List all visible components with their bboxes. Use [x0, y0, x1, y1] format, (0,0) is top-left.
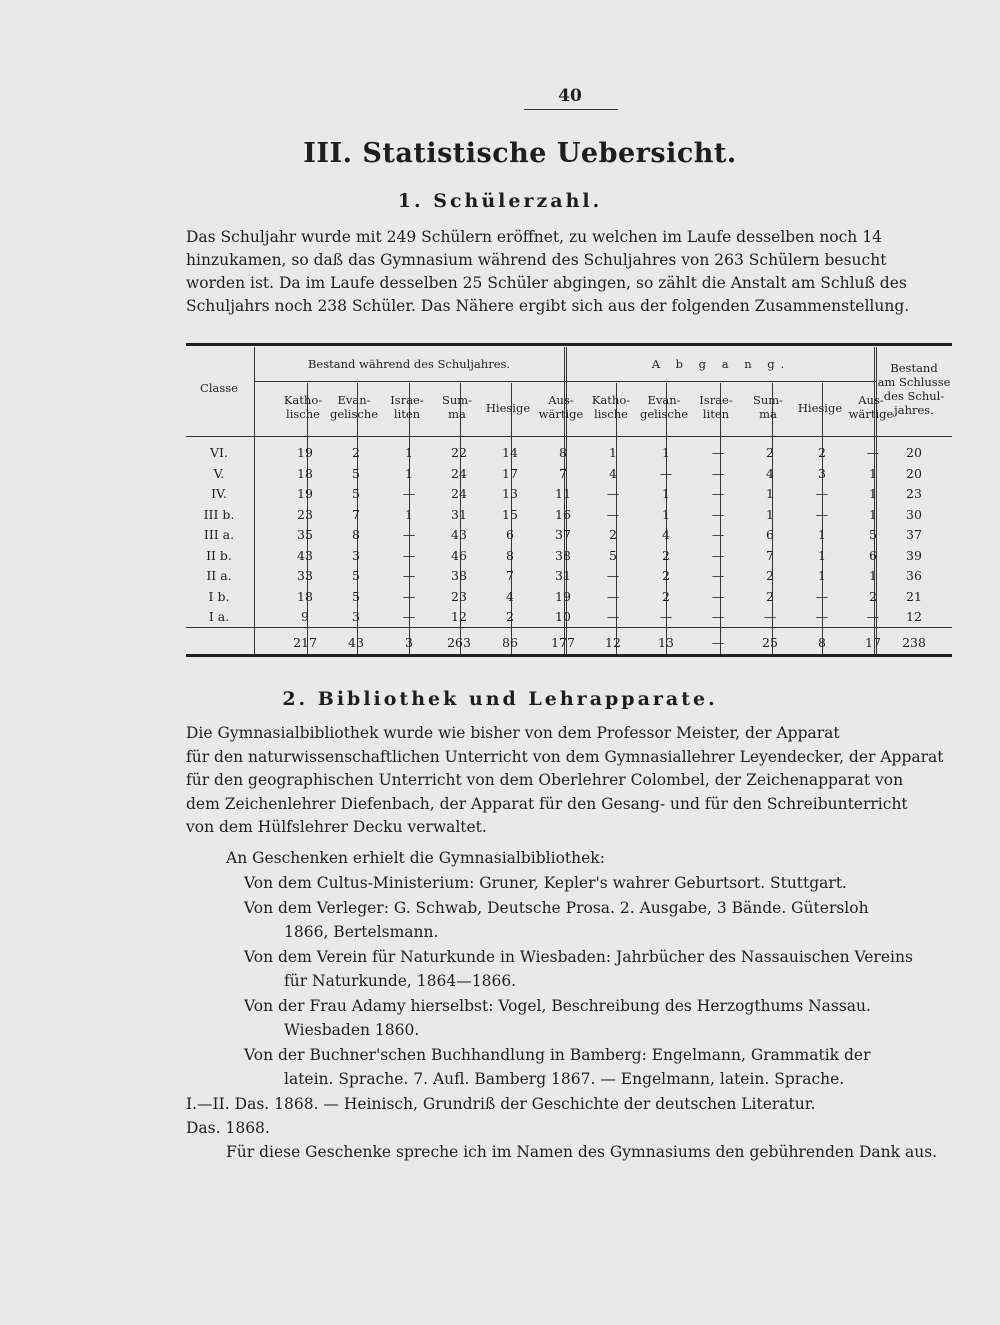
- paragraph-line: Das Schuljahr wurde mit 249 Schülern eröffnet, zu welchen im Laufe desselben noch 14: [186, 228, 882, 246]
- table-row-classe: I b.: [208, 588, 230, 604]
- table-row-cell: 1: [766, 506, 774, 522]
- table-column-rule: [254, 347, 255, 654]
- table-row-cell: 23: [297, 506, 313, 522]
- table-row-cell: —: [711, 465, 725, 481]
- table-row-cell: 5: [352, 568, 360, 583]
- table-row-cell: 6: [766, 527, 774, 542]
- col-header-abgang: [793, 401, 847, 415]
- table-header-rule: [186, 436, 952, 437]
- table-row-cell: 1: [405, 506, 413, 522]
- table-row-schluss: 30: [906, 506, 922, 522]
- section-title: III. Statistische Uebersicht.: [303, 138, 737, 169]
- table-row-cell: 9: [301, 609, 309, 624]
- table-row-cell: —: [711, 609, 725, 624]
- gift-entry: [244, 945, 952, 994]
- table-row-classe: II b.: [206, 547, 232, 563]
- table-row-cell: 1: [662, 445, 670, 460]
- table-row-cell: 3: [352, 609, 360, 624]
- col-header-line: Sum-: [752, 393, 784, 407]
- col-header-line: Israe-: [699, 393, 733, 407]
- table-row-cell: —: [866, 609, 880, 624]
- table-row-cell: 2: [818, 445, 826, 460]
- table-total-row-cell: 13: [658, 635, 674, 650]
- table-row-cell: 24: [451, 465, 467, 481]
- table-row-cell: —: [711, 568, 725, 583]
- table-row-cell: 1: [869, 465, 877, 481]
- col-header-line: liten: [393, 407, 421, 421]
- table-row-schluss: 20: [906, 445, 922, 460]
- table-row-cell: 5: [352, 486, 360, 501]
- col-header-line: ma: [448, 407, 466, 421]
- table-row-cell: 31: [555, 568, 571, 583]
- statistics-table: [186, 343, 952, 657]
- table-row-cell: 19: [555, 588, 571, 604]
- table-row-cell: 1: [818, 547, 826, 563]
- table-row-cell: —: [402, 486, 416, 501]
- subsection-title-schuelerzahl: 1. Schülerzahl.: [397, 190, 603, 212]
- table-row-cell: 37: [555, 527, 571, 542]
- page-number: 40: [558, 86, 582, 106]
- table-row-cell: —: [711, 588, 725, 604]
- col-header-line: gelische: [639, 407, 689, 421]
- table-row-cell: 24: [451, 486, 467, 501]
- table-row-cell: 43: [297, 547, 313, 563]
- gift-line: 1866, Bertelsmann.: [284, 923, 439, 941]
- table-row-cell: —: [402, 547, 416, 563]
- gift-line: Von dem Verein für Naturkunde in Wiesbaden: Jahrbücher des Nassauischen Vereins: [244, 947, 913, 966]
- gift-line: I.—II. Das. 1868. — Heinisch, Grundriß der Geschichte der deutschen Literatur.: [186, 1094, 816, 1113]
- table-row-cell: 23: [451, 588, 467, 604]
- table-row-cell: —: [711, 547, 725, 563]
- table-row-cell: 10: [555, 609, 571, 624]
- paragraph-line: von dem Hülfslehrer Decku verwaltet.: [186, 818, 487, 836]
- table-row-cell: 2: [766, 445, 774, 460]
- table-row-classe: III b.: [203, 506, 235, 522]
- table-row-classe: V.: [213, 465, 225, 481]
- table-row-cell: 18: [297, 588, 313, 604]
- col-header-abgang: [584, 393, 638, 421]
- table-row-cell: 2: [609, 527, 617, 542]
- table-row-cell: 11: [555, 486, 571, 501]
- gift-line: Von dem Cultus-Ministerium: Gruner, Kepler's wahrer Geburtsort. Stuttgart.: [244, 874, 847, 892]
- gift-entry: [244, 896, 952, 945]
- table-row-classe: I a.: [208, 609, 230, 624]
- table-top-rule: [186, 343, 952, 346]
- table-row-cell: 33: [297, 568, 313, 583]
- table-row-cell: 5: [352, 465, 360, 481]
- table-row-cell: 5: [609, 547, 617, 563]
- gift-entry: [244, 994, 952, 1043]
- table-row-cell: —: [866, 445, 880, 460]
- table-row-cell: —: [402, 588, 416, 604]
- col-header-abgang: [689, 393, 743, 421]
- table-row-cell: 1: [405, 465, 413, 481]
- paragraph-line: Die Gymnasialbibliothek wurde wie bisher von dem Professor Meister, der Apparat: [186, 724, 840, 742]
- col-header-abgang: [637, 393, 691, 421]
- table-row-classe: IV.: [211, 486, 227, 501]
- table-total-row-schluss: 238: [902, 635, 926, 650]
- table-row-cell: —: [606, 486, 620, 501]
- col-header-schluss-line: jahres.: [894, 403, 934, 417]
- table-row-schluss: 21: [906, 588, 922, 604]
- table-row-cell: —: [711, 486, 725, 501]
- table-row-cell: 1: [662, 506, 670, 522]
- table-bottom-rule: [186, 654, 952, 657]
- table-row-cell: —: [659, 465, 673, 481]
- table-total-row-cell: 43: [348, 635, 364, 650]
- gift-entry: [244, 871, 952, 896]
- table-row-cell: —: [402, 568, 416, 583]
- col-header-line: Hiesige: [797, 401, 843, 415]
- col-header-line: wärtige: [848, 407, 894, 421]
- table-row-cell: —: [815, 486, 829, 501]
- paragraph-line: hinzukamen, so daß das Gymnasium während des Schuljahres von 263 Schülern besucht: [186, 251, 887, 269]
- table-row-cell: 1: [609, 445, 617, 460]
- table-row-cell: 1: [818, 568, 826, 583]
- table-row-cell: —: [606, 568, 620, 583]
- table-row-cell: 38: [555, 547, 571, 563]
- table-row-cell: 3: [352, 547, 360, 563]
- group-header-bestand: Bestand während des Schuljahres.: [307, 357, 511, 371]
- col-header-line: gelische: [329, 407, 379, 421]
- table-row-classe: VI.: [210, 445, 228, 460]
- table-row-cell: 14: [502, 445, 518, 460]
- table-row-schluss: 12: [906, 609, 922, 624]
- col-header-classe: Classe: [200, 381, 238, 395]
- table-row-cell: 17: [502, 465, 518, 481]
- table-row-cell: 7: [506, 568, 514, 583]
- table-row-cell: —: [711, 506, 725, 522]
- gift-entry: [186, 1043, 952, 1141]
- table-row-cell: 4: [609, 465, 617, 481]
- col-header-line: Sum-: [441, 393, 473, 407]
- table-row-cell: —: [659, 609, 673, 624]
- table-row-cell: 16: [555, 506, 571, 522]
- table-row-cell: 4: [766, 465, 774, 481]
- paragraph-line: Schuljahrs noch 238 Schüler. Das Nähere ergibt sich aus der folgenden Zusammenstellung.: [186, 297, 910, 315]
- subsection-title-bibliothek: 2. Bibliothek und Lehrapparate.: [282, 688, 718, 710]
- table-row-cell: 4: [662, 527, 670, 542]
- paragraph-line: worden ist. Da im Laufe desselben 25 Schüler abgingen, so zählt die Anstalt am Schluß des: [186, 274, 907, 292]
- col-header-line: lische: [286, 407, 320, 421]
- col-header-bestand: [276, 393, 330, 421]
- table-total-row-cell: 17: [865, 635, 881, 650]
- table-row-cell: 2: [766, 568, 774, 583]
- paragraph-bibliothek: [186, 722, 952, 840]
- table-row-cell: —: [815, 506, 829, 522]
- col-header-line: Evan-: [647, 393, 681, 407]
- table-row-cell: 8: [559, 445, 567, 460]
- closing-sentence: Für diese Geschenke spreche ich im Namen des Gymnasiums den gebührenden Dank aus.: [226, 1143, 938, 1161]
- table-total-row-cell: 177: [551, 635, 575, 650]
- table-total-rule: [186, 627, 952, 628]
- table-row-cell: —: [606, 588, 620, 604]
- table-row-cell: 6: [869, 547, 877, 563]
- col-header-schluss-line: Bestand: [890, 361, 938, 375]
- table-row-cell: 38: [451, 568, 467, 583]
- col-header-bestand: [430, 393, 484, 421]
- table-total-row-cell: 217: [293, 635, 317, 650]
- gift-line: Wiesbaden 1860.: [284, 1021, 420, 1039]
- table-row-classe: III a.: [203, 527, 235, 542]
- table-row-cell: 1: [405, 445, 413, 460]
- table-row-cell: 18: [297, 465, 313, 481]
- table-row-cell: 1: [869, 568, 877, 583]
- col-header-line: wärtige: [538, 407, 584, 421]
- table-row-cell: —: [763, 609, 777, 624]
- col-header-line: Katho-: [591, 393, 631, 407]
- table-row-classe: II a.: [206, 568, 232, 583]
- col-header-bestand: [481, 401, 535, 415]
- table-total-row-cell: 86: [502, 635, 518, 650]
- col-header-line: Aus-: [858, 393, 884, 407]
- table-row-cell: 15: [502, 506, 518, 522]
- table-row-cell: —: [815, 609, 829, 624]
- col-header-line: Katho-: [283, 393, 323, 407]
- table-row-schluss: 20: [906, 465, 922, 481]
- col-header-line: Israe-: [390, 393, 424, 407]
- table-group-rule: [254, 381, 876, 382]
- table-row-cell: —: [606, 506, 620, 522]
- gift-line: Von der Frau Adamy hierselbst: Vogel, Beschreibung des Herzogthums Nassau.: [244, 996, 871, 1015]
- paragraph-schuelerzahl: [186, 226, 952, 318]
- table-total-row-cell: 263: [447, 635, 471, 650]
- paragraph-line: dem Zeichenlehrer Diefenbach, der Apparat für den Gesang- und für den Schreibunterricht: [186, 794, 908, 813]
- table-row-cell: 3: [818, 465, 826, 481]
- table-row-cell: 19: [297, 445, 313, 460]
- table-row-cell: 2: [766, 588, 774, 604]
- table-row-schluss: 39: [906, 547, 922, 563]
- table-row-cell: 13: [502, 486, 518, 501]
- col-header-line: Evan-: [337, 393, 371, 407]
- table-row-cell: 1: [818, 527, 826, 542]
- gift-list: [186, 871, 952, 1141]
- col-header-bestand: [534, 393, 588, 421]
- table-row-cell: 2: [662, 588, 670, 604]
- col-header-line: lische: [594, 407, 628, 421]
- table-row-cell: 43: [451, 527, 467, 542]
- col-header-abgang: [741, 393, 795, 421]
- page-number-rule: [524, 109, 618, 110]
- table-row-cell: 1: [869, 506, 877, 522]
- table-row-cell: 1: [662, 486, 670, 501]
- table-row-cell: 5: [869, 527, 877, 542]
- table-row-cell: 35: [297, 527, 313, 542]
- paragraph-line: für den geographischen Unterricht von dem Oberlehrer Colombel, der Zeichenapparat von: [186, 771, 904, 789]
- table-row-cell: 46: [451, 547, 467, 563]
- table-row-cell: 2: [662, 568, 670, 583]
- col-header-schluss-line: am Schlusse: [877, 375, 951, 389]
- table-row-cell: —: [815, 588, 829, 604]
- col-header-abgang: [844, 393, 898, 421]
- gift-line: für Naturkunde, 1864—1866.: [284, 972, 517, 990]
- table-row-schluss: 37: [906, 527, 922, 542]
- col-header-bestand: [327, 393, 381, 421]
- table-row-cell: 5: [352, 588, 360, 604]
- table-total-row-cell: 12: [605, 635, 621, 650]
- col-header-line: Aus-: [548, 393, 574, 407]
- table-row-cell: 7: [766, 547, 774, 563]
- gift-line: Das. 1868.: [186, 1119, 270, 1137]
- table-row-cell: 6: [506, 527, 514, 542]
- col-header-bestand: [380, 393, 434, 421]
- table-row-schluss: 36: [906, 568, 922, 583]
- table-total-row-cell: 8: [818, 635, 826, 650]
- paragraph-line: für den naturwissenschaftlichen Unterricht von dem Gymnasiallehrer Leyendecker, der Apparat: [186, 747, 944, 766]
- table-row-cell: 2: [869, 588, 877, 604]
- table-row-cell: 7: [559, 465, 567, 481]
- table-row-cell: 22: [451, 445, 467, 460]
- table-row-cell: 2: [352, 445, 360, 460]
- table-row-cell: 31: [451, 506, 467, 522]
- table-row-cell: 7: [352, 506, 360, 522]
- table-row-cell: 2: [506, 609, 514, 624]
- table-row-cell: 19: [297, 486, 313, 501]
- col-header-line: Hiesige: [485, 401, 531, 415]
- table-row-cell: —: [402, 609, 416, 624]
- table-row-cell: —: [402, 527, 416, 542]
- table-row-cell: —: [606, 609, 620, 624]
- col-header-line: ma: [759, 407, 777, 421]
- table-row-cell: 8: [352, 527, 360, 542]
- table-total-row-cell: 25: [762, 635, 778, 650]
- table-row-schluss: 23: [906, 486, 922, 501]
- table-row-cell: 1: [869, 486, 877, 501]
- table-row-cell: 12: [451, 609, 467, 624]
- table-row-cell: 8: [506, 547, 514, 563]
- col-header-line: liten: [702, 407, 730, 421]
- table-row-cell: —: [711, 527, 725, 542]
- gifts-intro: An Geschenken erhielt die Gymnasialbibliothek:: [226, 849, 605, 867]
- group-header-abgang: A b g a n g.: [651, 357, 791, 371]
- gift-line: latein. Sprache. 7. Aufl. Bamberg 1867. — Engelmann, latein. Sprache.: [284, 1070, 845, 1088]
- table-row-cell: 2: [662, 547, 670, 563]
- table-total-row-cell: —: [711, 635, 725, 650]
- table-row-cell: —: [711, 445, 725, 460]
- col-header-schluss-line: des Schul-: [883, 389, 945, 403]
- table-row-cell: 1: [766, 486, 774, 501]
- gift-line: Von der Buchner'schen Buchhandlung in Bamberg: Engelmann, Grammatik der: [244, 1045, 871, 1064]
- gift-line: Von dem Verleger: G. Schwab, Deutsche Prosa. 2. Ausgabe, 3 Bände. Gütersloh: [244, 898, 869, 917]
- table-row-cell: 4: [506, 588, 514, 604]
- table-total-row-cell: 3: [405, 635, 413, 650]
